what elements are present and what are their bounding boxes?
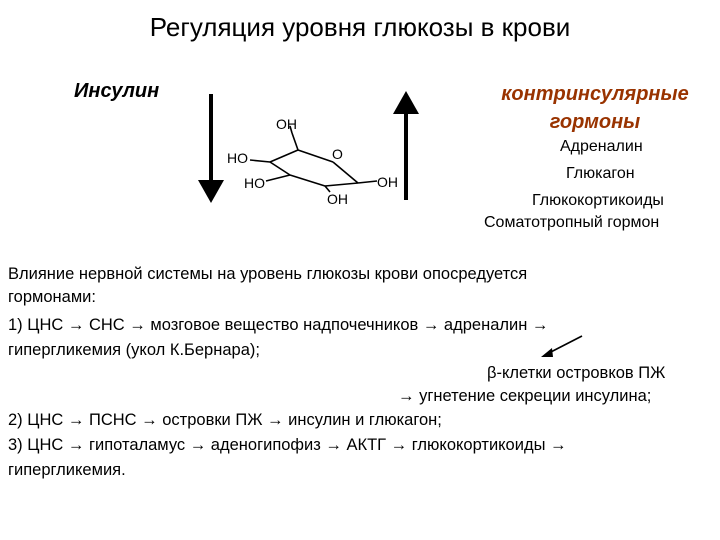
hormone-glucagon: Глюкагон [566, 165, 635, 182]
glucose-molecule-icon [250, 126, 377, 192]
slide-title: Регуляция уровня глюкозы в крови [149, 12, 571, 42]
text-line-9: гипергликемия. [8, 461, 126, 479]
counter-heading-line1: контринсулярные [501, 83, 689, 105]
hormone-somatotropin: Соматотропный гормон [484, 214, 660, 231]
text-line-8: 3) ЦНС → гипоталамус → аденогипофиз → АКТГ → глюкокортикоиды → [8, 436, 567, 454]
hormone-glucocorticoids: Глюкокортикоиды [532, 192, 664, 209]
molecule-oh-bottom: OH [327, 191, 348, 207]
counter-heading-line2: гормоны [549, 111, 641, 133]
molecule-ring-oxygen: O [332, 146, 343, 162]
insulin-label: Инсулин [74, 80, 160, 102]
text-line-5: β-клетки островков ПЖ [487, 364, 666, 382]
text-line-7: 2) ЦНС → ПСНС → островки ПЖ → инсулин и глюкагон; [8, 411, 442, 429]
text-line-3: 1) ЦНС → СНС → мозговое вещество надпочечников → адреналин → [8, 316, 549, 334]
hormone-adrenaline: Адреналин [560, 138, 643, 155]
molecule-oh-right: OH [377, 174, 398, 190]
text-line-6: → угнетение секреции инсулина; [398, 387, 652, 405]
beta-cell-arrow-icon [541, 336, 582, 357]
text-line-4: гипергликемия (укол К.Бернара); [8, 341, 260, 359]
molecule-ho-bottom-left: HO [244, 175, 265, 191]
down-arrow-icon [198, 94, 224, 203]
molecule-ho-left: HO [227, 150, 248, 166]
text-line-1: Влияние нервной системы на уровень глюкозы крови опосредуется [8, 265, 528, 283]
text-line-2: гормонами: [8, 288, 96, 306]
molecule-oh-top: OH [276, 116, 297, 132]
